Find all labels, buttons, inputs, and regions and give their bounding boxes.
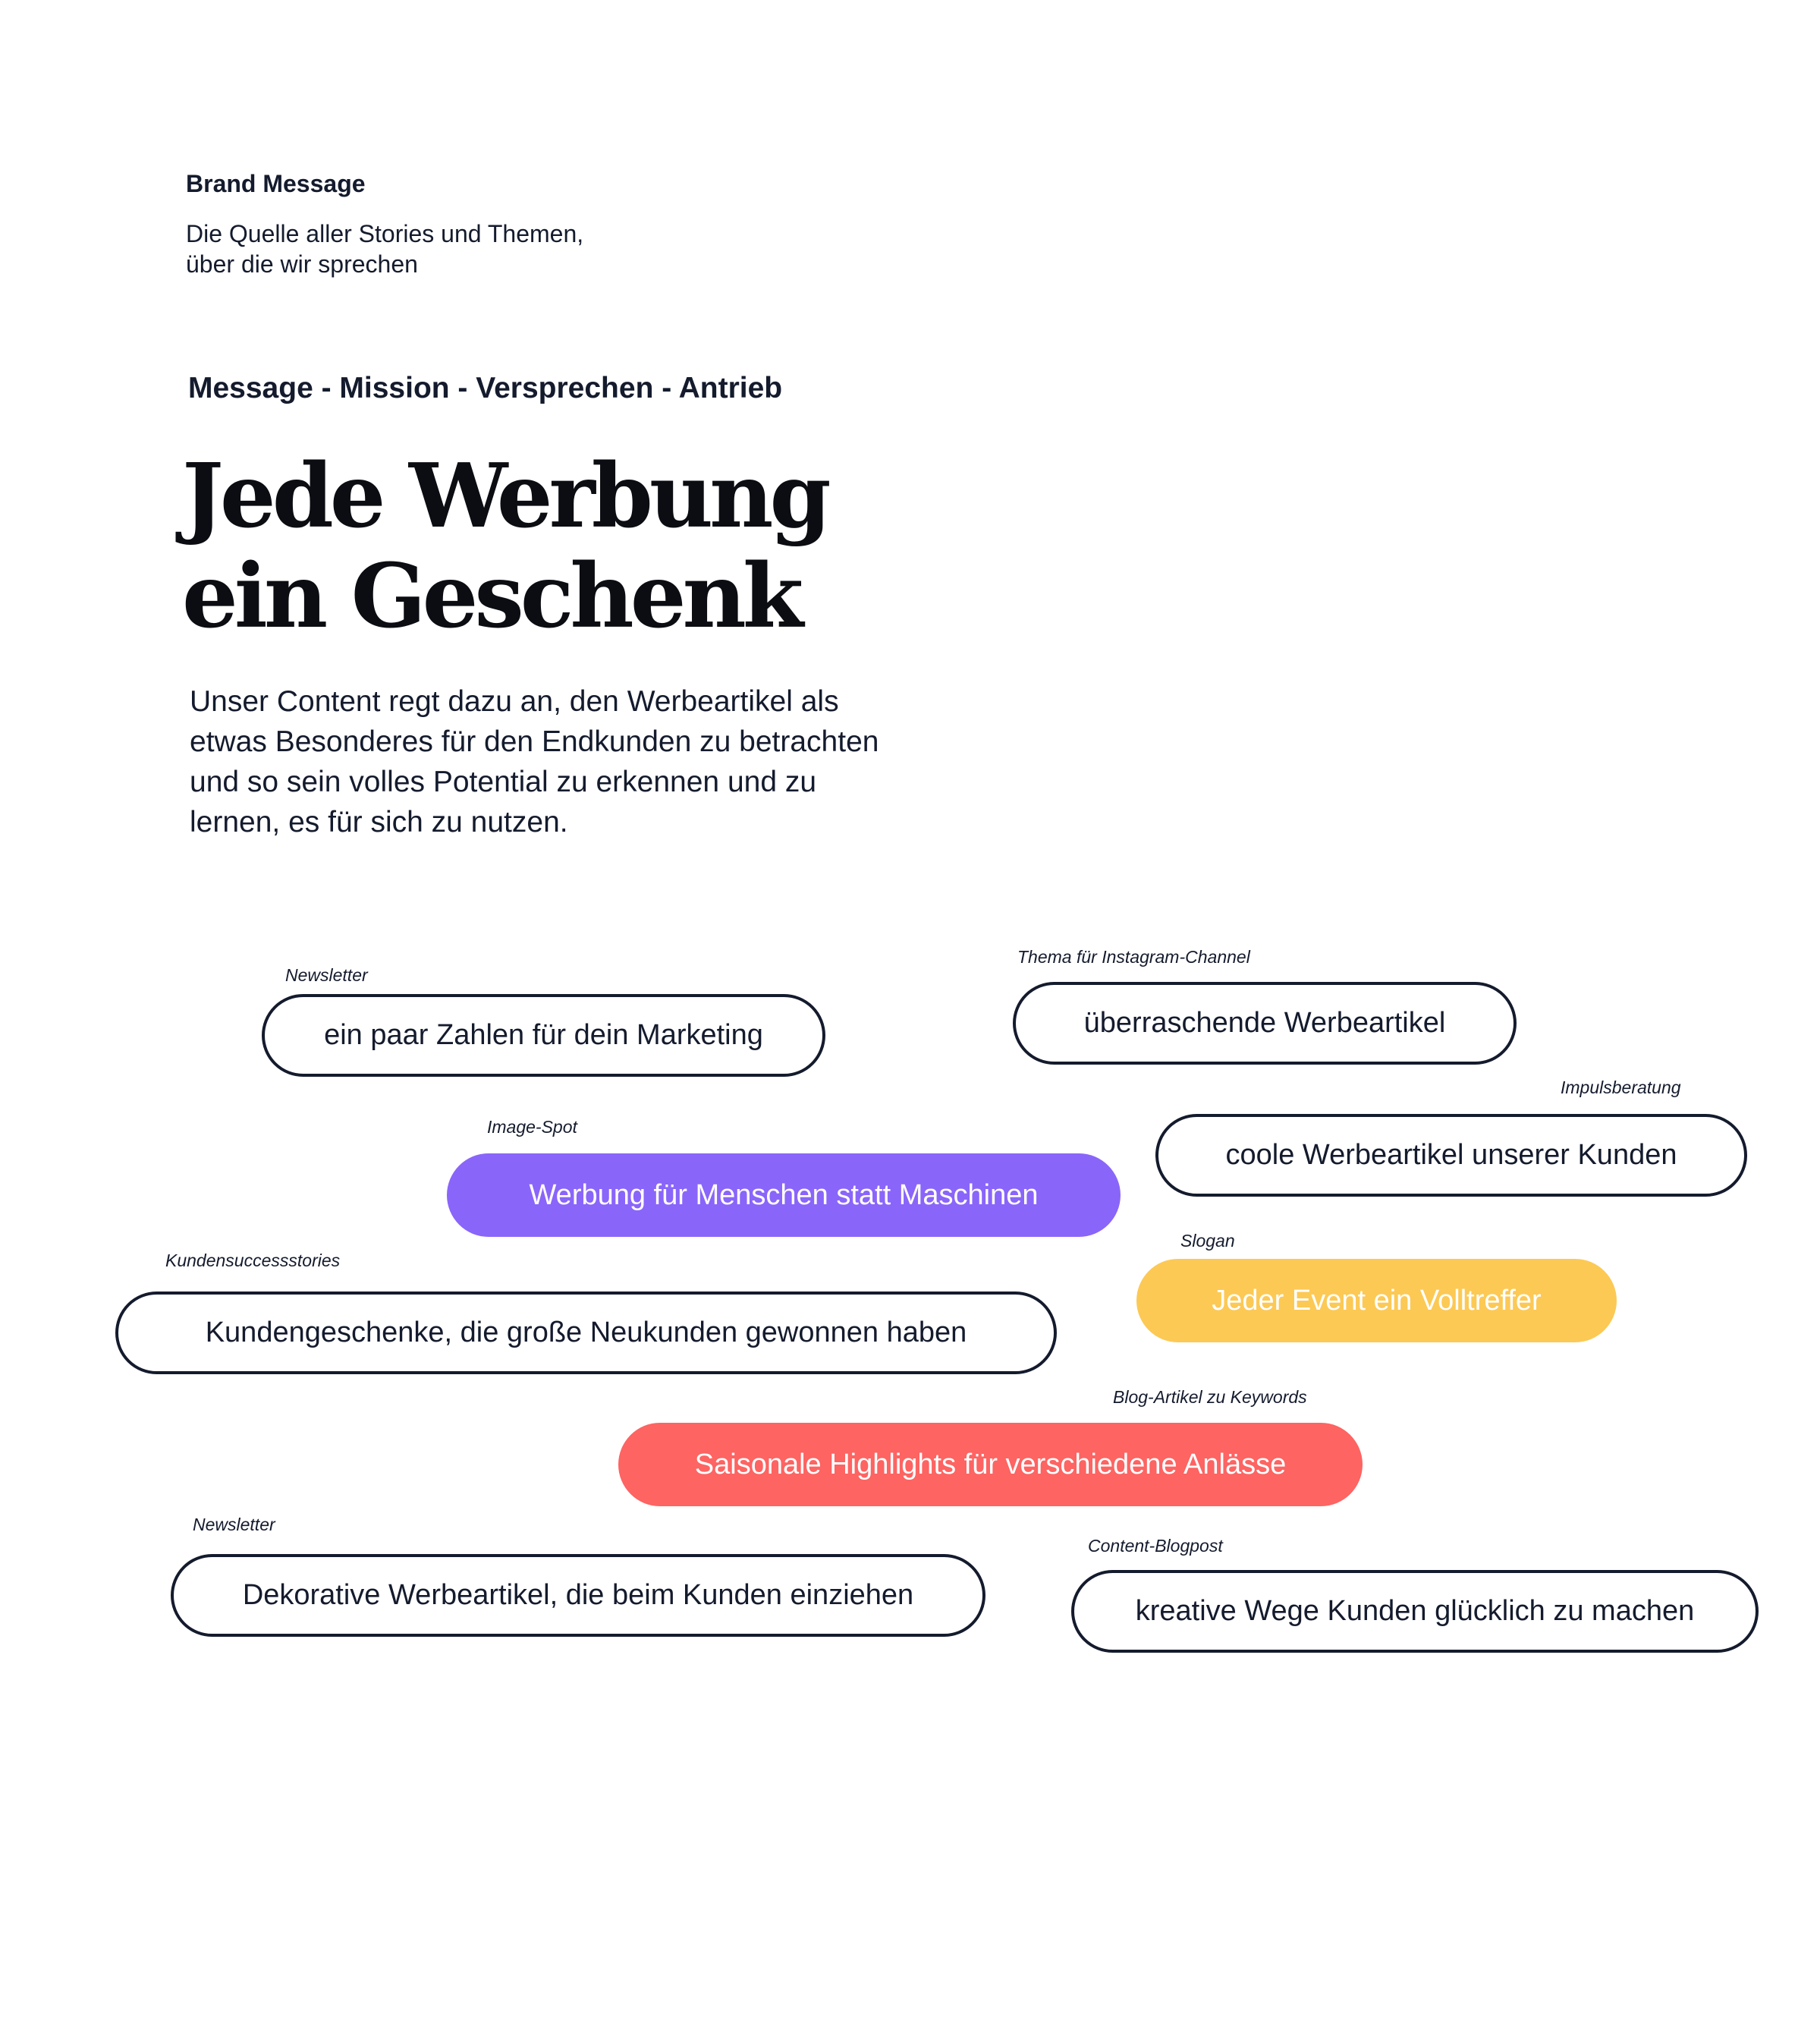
topic-label: Thema für Instagram-Channel	[1017, 947, 1250, 967]
pillars-heading: Message - Mission - Versprechen - Antrieb	[188, 372, 783, 404]
subtitle-line: über die wir sprechen	[186, 250, 418, 278]
topic-pill[interactable]: überraschende Werbeartikel	[1013, 982, 1517, 1065]
title-line: Jede Werbung	[182, 445, 828, 548]
topic-label: Newsletter	[285, 965, 368, 985]
intro-line: und so sein volles Potential zu erkennen und zu	[190, 766, 817, 798]
section-eyebrow: Brand Message	[186, 170, 366, 197]
topic-pill[interactable]: ein paar Zahlen für dein Marketing	[262, 994, 825, 1077]
topic-pill[interactable]: coole Werbeartikel unserer Kunden	[1155, 1114, 1747, 1197]
intro-paragraph	[190, 681, 879, 842]
topic-pill[interactable]: Dekorative Werbeartikel, die beim Kunden einziehen	[171, 1554, 985, 1637]
topic-label: Newsletter	[193, 1515, 275, 1534]
intro-line: Unser Content regt dazu an, den Werbeartikel als	[190, 685, 839, 718]
topic-label: Impulsberatung	[1561, 1078, 1681, 1097]
topic-label: Content-Blogpost	[1088, 1536, 1223, 1556]
topic-label: Blog-Artikel zu Keywords	[1113, 1387, 1307, 1407]
topic-pill[interactable]: Saisonale Highlights für verschiedene Anlässe	[618, 1423, 1363, 1506]
section-subtitle	[186, 219, 583, 279]
intro-line: etwas Besonderes für den Endkunden zu betrachten	[190, 725, 879, 758]
topic-pill[interactable]: Werbung für Menschen statt Maschinen	[447, 1153, 1121, 1237]
topic-label: Image-Spot	[487, 1117, 577, 1137]
title-line: ein Geschenk	[182, 545, 800, 648]
topic-label: Slogan	[1180, 1231, 1235, 1251]
intro-line: lernen, es für sich zu nutzen.	[190, 806, 568, 838]
subtitle-line: Die Quelle aller Stories und Themen,	[186, 220, 584, 247]
topic-label: Kundensuccessstories	[165, 1251, 341, 1270]
page-title	[182, 446, 828, 647]
topic-pill[interactable]: Kundengeschenke, die große Neukunden gewonnen haben	[115, 1292, 1057, 1374]
topic-pill[interactable]: kreative Wege Kunden glücklich zu machen	[1071, 1570, 1759, 1653]
topic-pill[interactable]: Jeder Event ein Volltreffer	[1136, 1259, 1617, 1342]
